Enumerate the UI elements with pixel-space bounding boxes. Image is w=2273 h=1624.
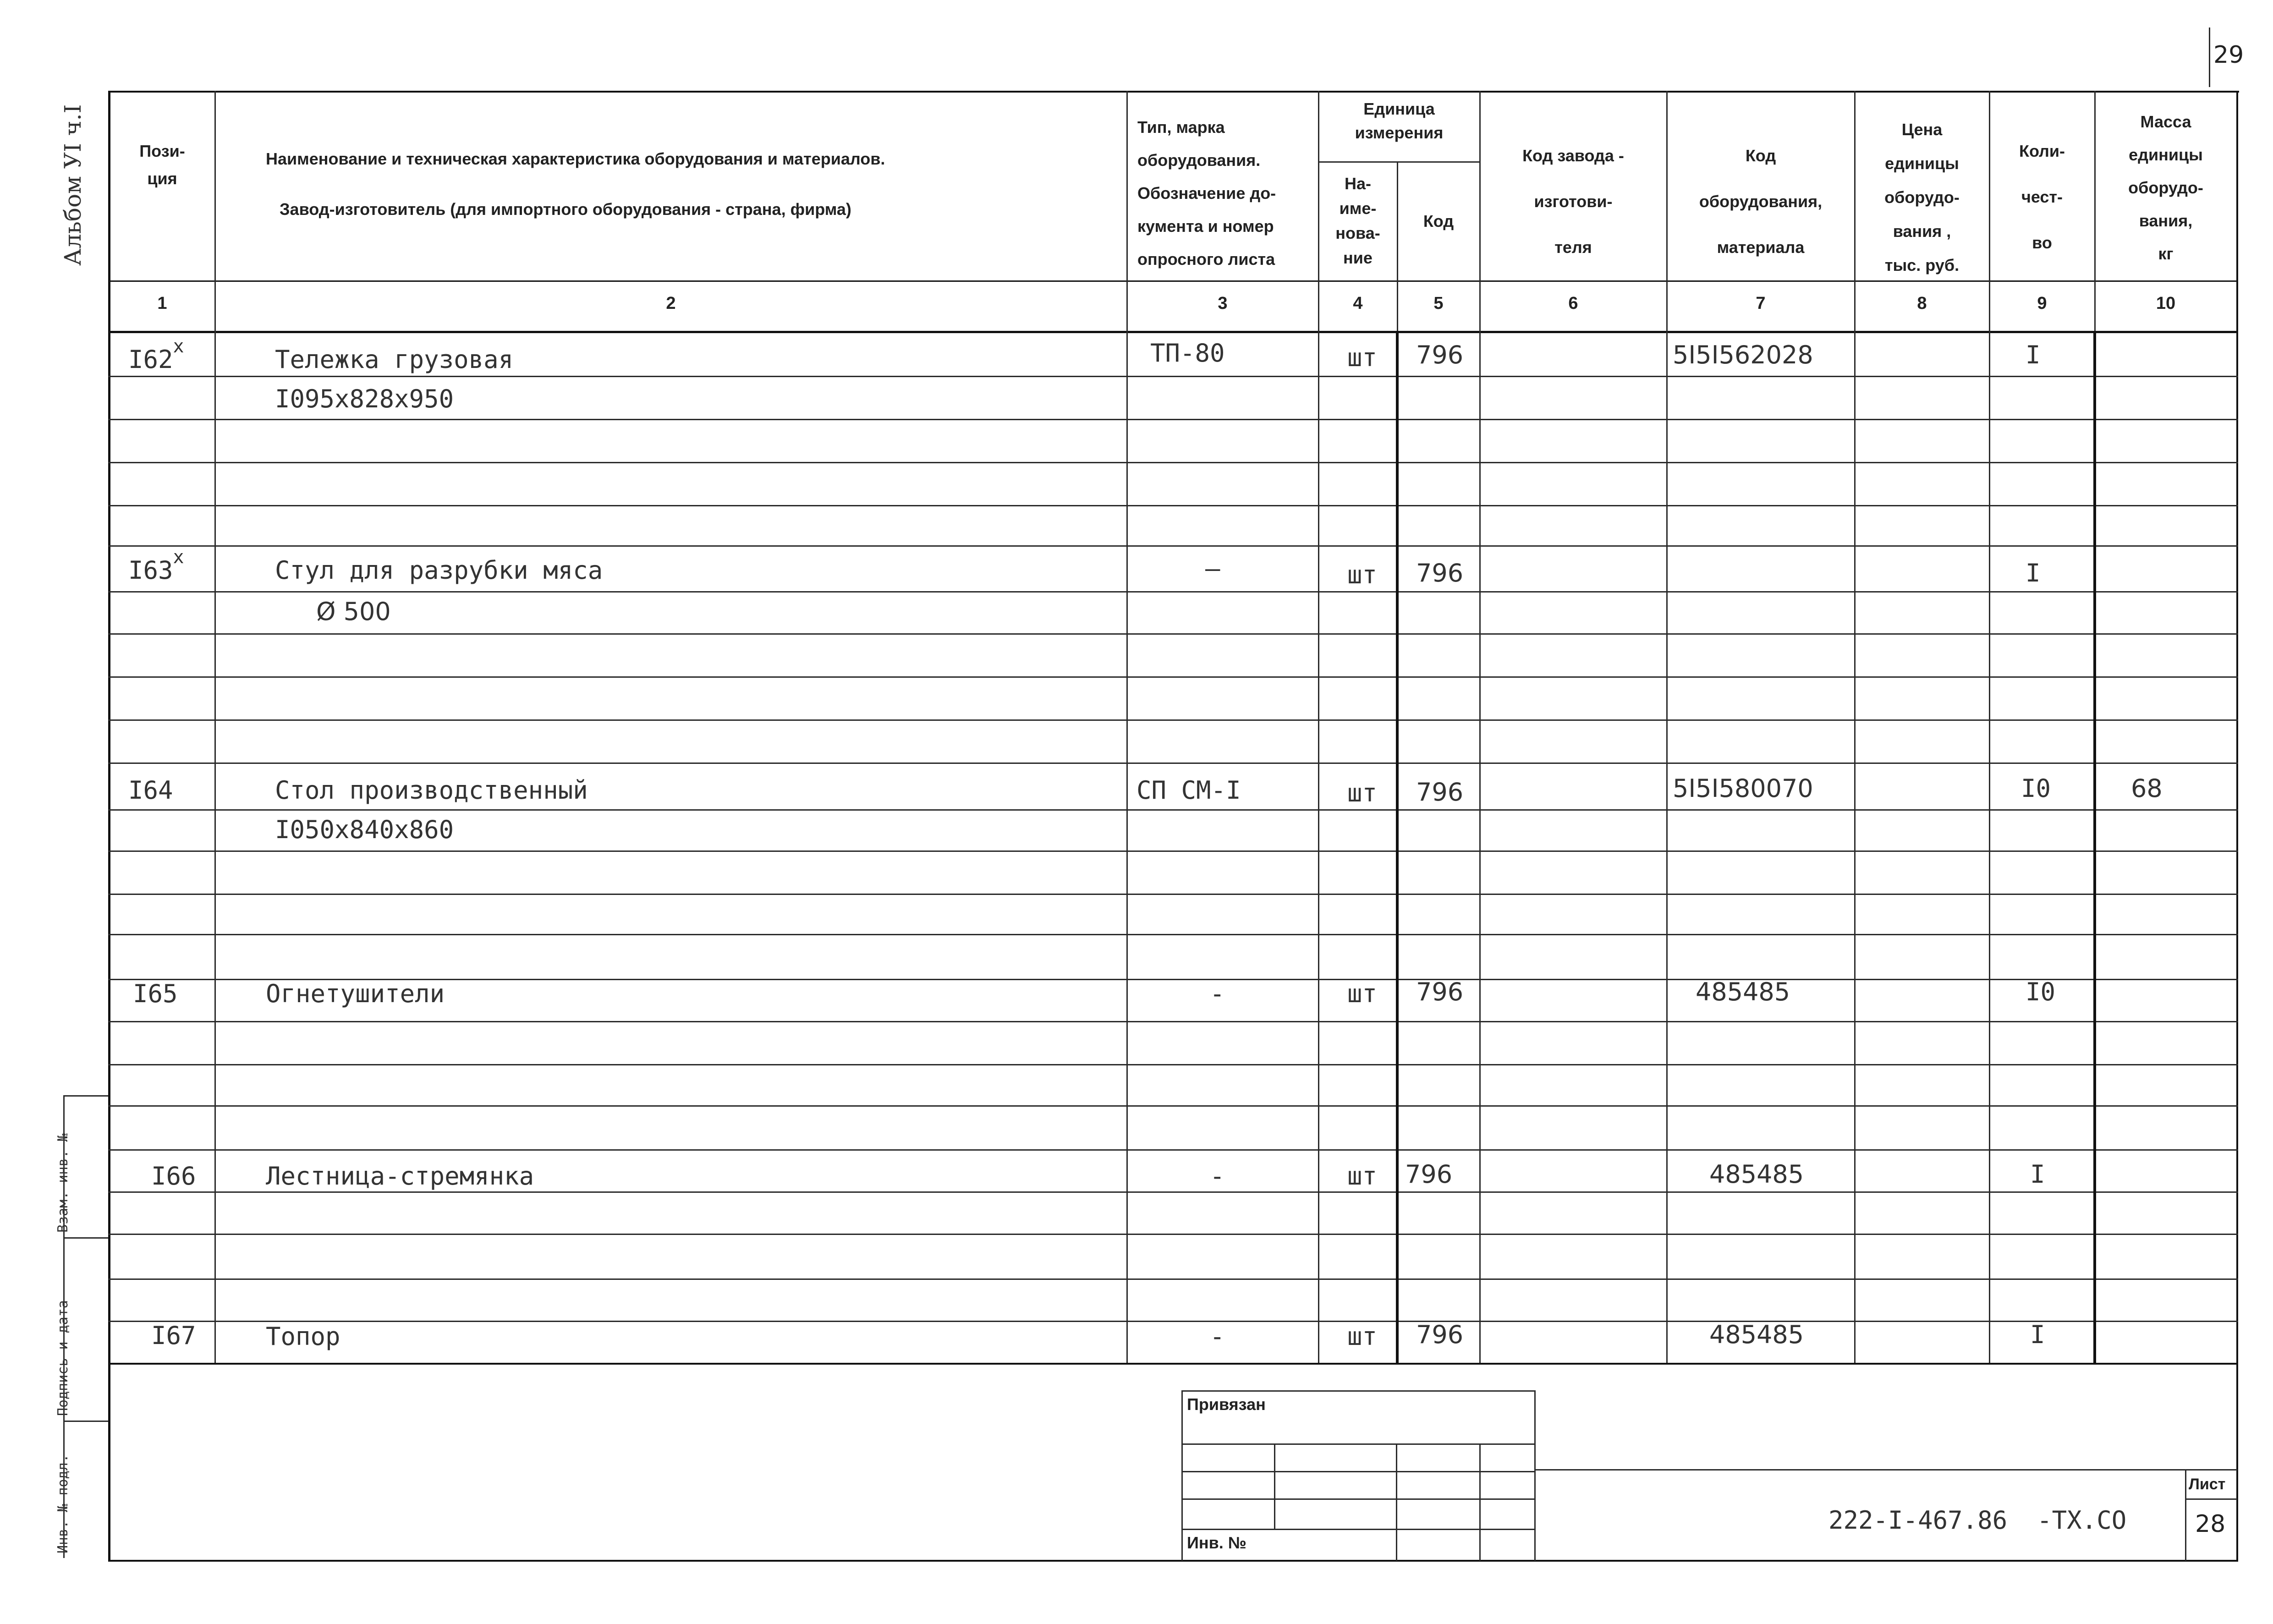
- row-mass: 68: [2131, 774, 2163, 803]
- colnum-2: 2: [666, 294, 676, 313]
- stamp-privyazan: Привязан: [1187, 1395, 1266, 1414]
- header-unit-name: На- име- нова- ние: [1335, 174, 1380, 267]
- row-equipment-code: 485485: [1696, 977, 1790, 1006]
- row-type: СП СМ-I: [1136, 776, 1241, 805]
- header-unit-code: Код: [1423, 212, 1454, 230]
- header-mass: Масса единицы оборудо- вания, кг: [2128, 112, 2203, 263]
- row-position: I64: [128, 776, 173, 805]
- header-unit-group: Единица измерения: [1355, 99, 1444, 142]
- colnum-5: 5: [1433, 294, 1444, 313]
- row-name-detail: I050x840x860: [275, 815, 454, 844]
- row-name-detail: I095x828x950: [275, 384, 454, 413]
- header-plant-code: Код завода - изготови- теля: [1522, 146, 1624, 257]
- row-type: ТП-80: [1150, 339, 1225, 368]
- row-unit: шт: [1347, 779, 1378, 807]
- page-number: 29: [2213, 41, 2244, 69]
- colnum-6: 6: [1568, 294, 1578, 313]
- row-name: Стол производственный: [275, 776, 588, 805]
- header-quantity: Коли- чест- во: [2019, 142, 2065, 252]
- row-quantity: I0: [2021, 774, 2051, 803]
- row-name: Лестница-стремянка: [266, 1162, 534, 1191]
- header-type: Тип, марка оборудования. Обозначение до- кумента и номер опросного листа: [1137, 118, 1276, 269]
- header-price: Цена единицы оборудо- вания , тыс. руб.: [1884, 120, 1960, 274]
- header-equipment-code: Код оборудования, материала: [1699, 146, 1823, 257]
- row-type: -: [1210, 979, 1225, 1008]
- sheet-number: 28: [2195, 1510, 2226, 1538]
- row-type: —: [1205, 554, 1220, 583]
- row-position: I65: [133, 979, 178, 1008]
- stamp-inv-no: Инв. №: [1187, 1533, 1246, 1552]
- row-unit-code: 796: [1416, 1320, 1464, 1349]
- row-position: I63$^x$: [128, 547, 184, 585]
- colnum-3: 3: [1218, 294, 1228, 313]
- stamp-label-sign-date: Подпись и дата: [55, 1300, 71, 1416]
- row-equipment-code: 485485: [1709, 1160, 1804, 1189]
- row-unit-code: 796: [1416, 778, 1464, 807]
- row-name-detail: Ø 500: [316, 597, 391, 626]
- row-quantity: I0: [2026, 977, 2056, 1006]
- row-position: I67: [151, 1321, 196, 1350]
- row-quantity: I: [2030, 1160, 2045, 1189]
- colnum-7: 7: [1756, 294, 1766, 313]
- row-equipment-code: 5I5I562028: [1673, 340, 1813, 369]
- row-unit: шт: [1347, 1162, 1378, 1191]
- colnum-10: 10: [2156, 294, 2176, 313]
- stamp-label-inv-vzam: Взам. инв. №: [55, 1133, 71, 1233]
- row-unit-code: 796: [1416, 977, 1464, 1006]
- row-quantity: I: [2026, 559, 2041, 587]
- row-position: I66: [151, 1162, 196, 1191]
- stamp-label-inv-podl: Инв. № подл.: [55, 1454, 71, 1553]
- colnum-9: 9: [2037, 294, 2047, 313]
- header-position: Пози- ция: [139, 142, 185, 188]
- row-name: Стул для разрубки мяса: [275, 556, 603, 585]
- row-unit-code: 796: [1416, 559, 1464, 587]
- row-equipment-code: 5I5I580070: [1673, 774, 1813, 803]
- sheet-label: Лист: [2189, 1476, 2226, 1493]
- document-code: 222-I-467.86 -ТХ.СО: [1828, 1506, 2127, 1535]
- header-name: Наименование и техническая характеристика оборудования и материалов. Завод-изготовитель (для импортного оборудования - страна, фирма): [266, 149, 885, 219]
- album-label: Альбом УI ч.I: [60, 104, 86, 266]
- row-unit: шт: [1347, 1322, 1378, 1351]
- colnum-4: 4: [1353, 294, 1363, 313]
- colnum-8: 8: [1917, 294, 1927, 313]
- frame-top: [109, 91, 2239, 93]
- row-unit-code: 796: [1416, 340, 1464, 369]
- row-position: I62$^x$: [128, 336, 184, 374]
- row-type: -: [1210, 1162, 1225, 1191]
- row-unit-code: 796: [1405, 1160, 1453, 1189]
- row-quantity: I: [2030, 1320, 2045, 1349]
- row-equipment-code: 485485: [1709, 1320, 1804, 1349]
- row-type: -: [1210, 1322, 1225, 1351]
- row-unit: шт: [1347, 343, 1378, 372]
- row-unit: шт: [1347, 979, 1378, 1008]
- row-name: Огнетушители: [266, 979, 445, 1008]
- row-unit: шт: [1347, 560, 1378, 589]
- row-name: Топор: [266, 1322, 340, 1351]
- row-quantity: I: [2026, 340, 2041, 369]
- colnum-1: 1: [157, 294, 167, 313]
- row-name: Тележка грузовая: [275, 345, 514, 374]
